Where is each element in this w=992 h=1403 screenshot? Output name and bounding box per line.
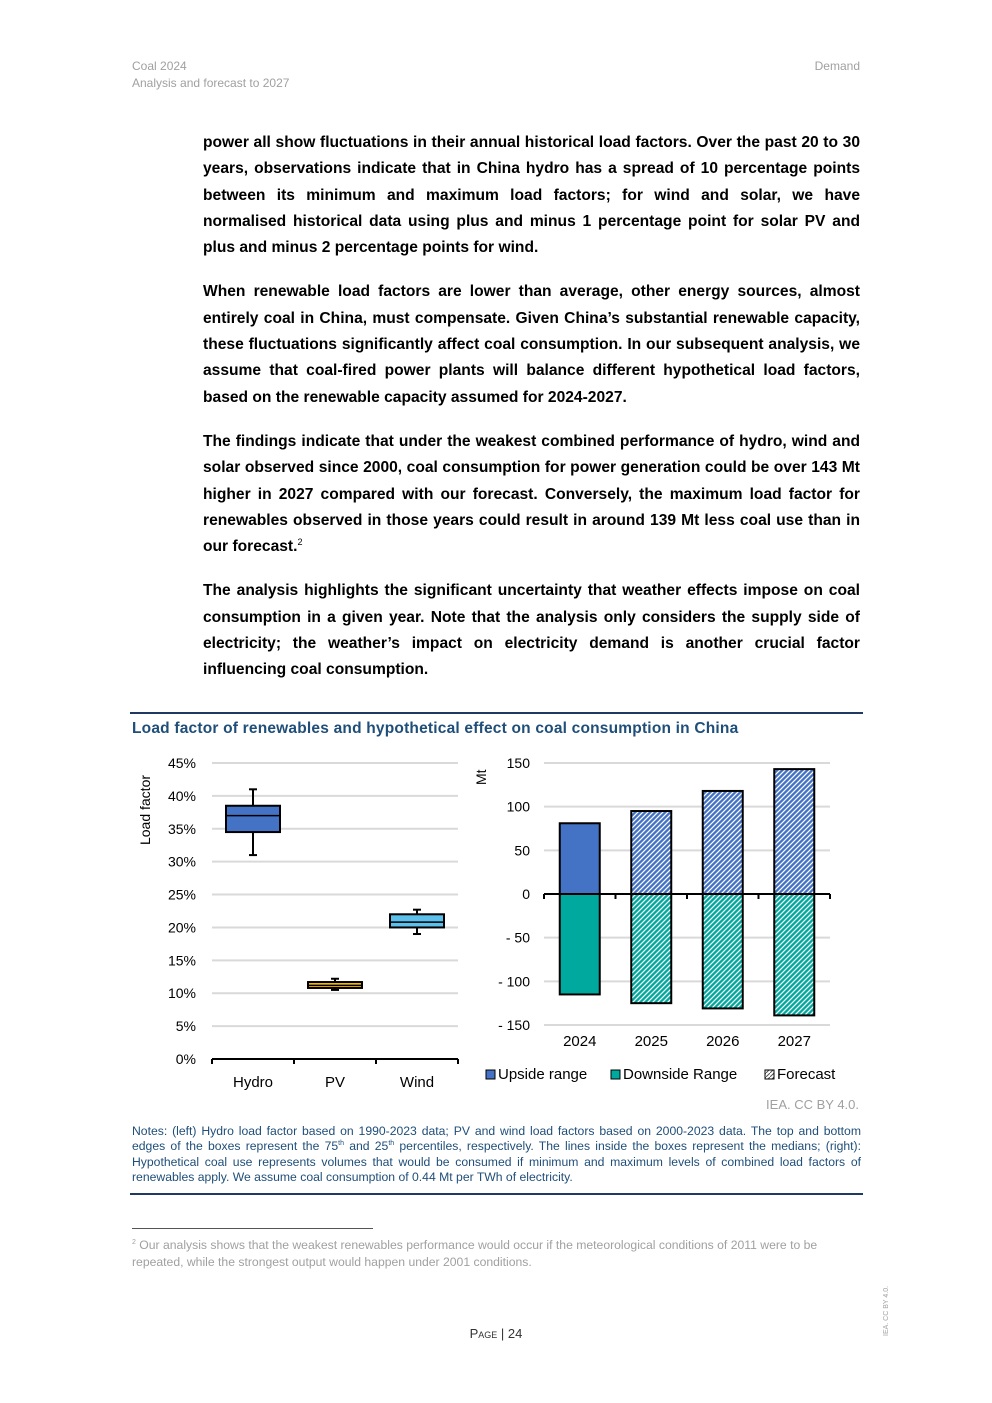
- bar-x-tick-label: 2025: [634, 1033, 668, 1050]
- upside-bar-2024: [560, 823, 600, 894]
- wind-box: [390, 914, 444, 927]
- paragraph-4: The analysis highlights the significant uncertainty that weather effects impose on coal consumption in a given year. Note that the analysis only considers the supply side of electricity; the weather’s impact on electricity demand is another crucial factor influencing coal consumption.: [203, 582, 860, 679]
- downside-bar-2025: [631, 894, 671, 1003]
- box-y-tick-label: 10%: [167, 985, 196, 1002]
- figure-credit: IEA. CC BY 4.0.: [766, 1097, 859, 1112]
- box-y-tick-label: 15%: [167, 952, 196, 969]
- box-y-tick-label: 35%: [167, 820, 196, 837]
- bar-x-tick-label: 2026: [706, 1033, 740, 1050]
- side-credit-text: IEA. CC BY 4.0.: [883, 1285, 890, 1336]
- side-credit: [878, 1272, 892, 1337]
- notes-sup-1: th: [338, 1140, 344, 1148]
- bar-x-tick-label: 2027: [777, 1033, 811, 1050]
- legend-label-upside: Upside range: [498, 1066, 588, 1083]
- bar-y-tick-label: - 150: [498, 1017, 530, 1033]
- box-y-tick-label: 30%: [167, 853, 196, 870]
- paragraph-2: When renewable load factors are lower than average, other energy sources, almost entirely coal in China, must compensate. Given China’s substantial renewable capacity, these fluctuations significantly affect coal consumption. In our subsequent analysis, we assume that coal-fired power plants will balance different hypothetical load factors, based on the renewable capacity assumed for 2024-2027.: [203, 283, 860, 406]
- downside-bar-2024: [560, 894, 600, 994]
- figure-top-rule: [130, 712, 863, 714]
- notes-text-1: Notes: (left) Hydro load factor based on 1990-2023 data; PV and wind load factors based on 2000-2023 data. The top and bottom edges of the boxes represent the 75: [132, 1124, 861, 1154]
- box-y-tick-label: 45%: [167, 755, 196, 771]
- box-y-tick-label: 40%: [167, 787, 196, 804]
- coal-effect-bar-chart: [470, 745, 865, 1095]
- paragraph-3-text: The findings indicate that under the weakest combined performance of hydro, wind and solar observed since 2000, coal consumption for power generation could be over 143 Mt higher in 2027 compared with our forecast. Conversely, the maximum load factor for renewables observed in those years could result in around 139 Mt less coal use than in our forecast.: [203, 432, 860, 556]
- doc-title: Coal 2024: [132, 59, 187, 73]
- page-separator: |: [497, 1326, 508, 1341]
- upside-bar-2027: [774, 769, 814, 894]
- box-chart-y-axis-label: Load factor: [137, 774, 153, 846]
- downside-bar-2027: [774, 894, 814, 1015]
- box-x-tick-label: Wind: [399, 1074, 435, 1091]
- legend-label-forecast: Forecast: [777, 1066, 836, 1083]
- notes-sup-2: th: [388, 1140, 395, 1148]
- bar-y-tick-label: 0: [522, 886, 530, 902]
- load-factor-box-chart: [130, 745, 475, 1100]
- legend-swatch-upside: [486, 1070, 495, 1079]
- box-y-tick-label: 5%: [175, 1018, 196, 1035]
- upside-bar-2025: [631, 811, 671, 894]
- doc-subtitle: Analysis and forecast to 2027: [132, 76, 290, 90]
- bar-x-tick-label: 2024: [563, 1033, 597, 1050]
- notes-text-3: percentiles, respectively. The lines inside the boxes represent the medians; (right): Hypothetical coal use represents volumes that would be consumed if minimum and maximum levels of combined load factors of renewables apply. We assume coal consumption of 0.44 Mt per TWh of electricity.: [132, 1139, 861, 1185]
- figure-notes: [132, 1124, 861, 1186]
- body-text: [203, 130, 860, 702]
- paragraph-1: power all show fluctuations in their annual historical load factors. Over the past 20 to 30 years, observations indicate that in China hydro has a spread of 10 percentage points between its minimum and maximum load factors; for wind and solar, we have normalised historical data using plus and minus 1 percentage point for solar PV and plus and minus 2 percentage points for wind.: [203, 134, 860, 257]
- upside-bar-2026: [703, 791, 743, 894]
- box-y-tick-label: 0%: [175, 1051, 196, 1067]
- footnote-separator: [132, 1228, 373, 1229]
- section-name: Demand: [814, 59, 860, 73]
- bar-chart-legend: [486, 1066, 836, 1083]
- page-number: [0, 1326, 992, 1341]
- footnote-text: Our analysis shows that the weakest renewables performance would occur if the meteorological conditions of 2011 were to be repeated, while the strongest output would happen under 2001 conditions.: [132, 1238, 818, 1269]
- footnote-number: 2: [132, 1238, 136, 1246]
- bar-chart-y-axis-label: Mt: [473, 769, 489, 785]
- bar-y-tick-label: 50: [514, 842, 530, 859]
- legend-label-downside: Downside Range: [623, 1066, 738, 1083]
- box-x-tick-label: PV: [324, 1074, 346, 1091]
- notes-text-2: and 25: [343, 1139, 389, 1154]
- box-y-tick-label: 25%: [167, 886, 196, 903]
- box-y-tick-label: 20%: [167, 919, 196, 936]
- legend-swatch-forecast: [765, 1070, 774, 1079]
- bar-y-tick-label: - 50: [505, 929, 530, 946]
- paragraph-3: [203, 429, 860, 560]
- downside-bar-2026: [703, 894, 743, 1008]
- hydro-box: [226, 806, 280, 832]
- bar-y-tick-label: 100: [506, 798, 530, 815]
- bar-y-tick-label: 150: [506, 755, 530, 771]
- running-header: [132, 58, 289, 92]
- figure-title: Load factor of renewables and hypothetical effect on coal consumption in China: [132, 720, 739, 737]
- page-label: Page: [469, 1326, 498, 1341]
- footnote: [132, 1237, 861, 1271]
- page-number-value: 24: [507, 1326, 523, 1341]
- figure-bottom-rule: [130, 1193, 863, 1195]
- box-x-tick-label: Hydro: [232, 1074, 274, 1091]
- legend-swatch-downside: [611, 1070, 620, 1079]
- footnote-reference[interactable]: 2: [297, 536, 303, 547]
- bar-y-tick-label: - 100: [498, 973, 530, 990]
